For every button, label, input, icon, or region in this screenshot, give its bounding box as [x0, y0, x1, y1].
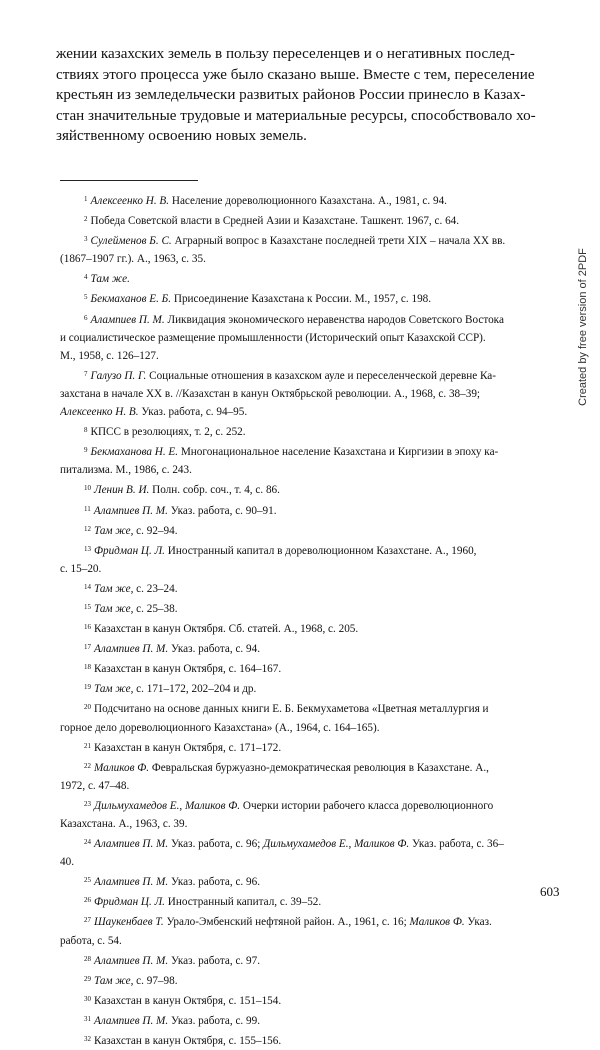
footnote-number: 32: [84, 1035, 91, 1044]
footnote-author: Бекмаханова Н. Е.: [90, 446, 179, 459]
footnote-text: с. 92–94.: [133, 524, 178, 537]
footnote: [60, 698, 568, 736]
footnote-author: Маликов Ф.: [94, 761, 150, 774]
footnote-text: Урало-Эмбенский нефтяной район. А., 1961, с. 16;: [163, 916, 410, 929]
footnote: [84, 678, 568, 698]
footnote: [60, 833, 568, 871]
footnote-text: Подсчитано на основе данных книги Е. Б. Бекмухаметова «Цветная металлургия и: [94, 703, 489, 716]
footnote-text: с. 97–98.: [133, 974, 178, 987]
footnote-line: [84, 737, 568, 757]
footnote-number: 9: [84, 446, 88, 455]
footnote-author: Сулейменов Б. С.: [90, 235, 172, 248]
footnote: [84, 479, 568, 499]
footnote-text: Аграрный вопрос в Казахстане последней трети XIX – начала XX вв.: [171, 235, 506, 248]
footnote-author: Алампиев П. М.: [90, 313, 165, 326]
footnote-line: [84, 871, 568, 891]
footnote: [60, 230, 568, 268]
footnote-text: с. 171–172, 202–204 и др.: [133, 683, 257, 696]
footnote-number: 14: [84, 582, 91, 591]
footnote-text: питализма. М., 1986, с. 243.: [60, 464, 192, 477]
footnote-line: [84, 698, 568, 718]
footnote-text: Указ. работа, с. 96.: [168, 876, 260, 889]
footnote: [84, 1030, 568, 1050]
footnote-text: Победа Советской власти в Средней Азии и Казахстане. Ташкент. 1967, с. 64.: [90, 215, 460, 228]
footnote-author: Алампиев П. М.: [94, 643, 169, 656]
footnote: [84, 638, 568, 658]
footnote: [84, 737, 568, 757]
footnote-number: 6: [84, 313, 88, 322]
footnote: [84, 578, 568, 598]
footnote-line: [84, 990, 568, 1010]
footnote-number: 27: [84, 916, 91, 925]
footnote-number: 12: [84, 524, 91, 533]
footnote-text: Указ. работа, с. 99.: [168, 1014, 260, 1027]
footnote-author: Там же.: [90, 273, 130, 286]
footnote: [84, 970, 568, 990]
footnote-text: 1972, с. 47–48.: [60, 779, 130, 792]
footnote-line: [84, 833, 568, 853]
footnote-number: 29: [84, 974, 91, 983]
footnote-line: [60, 932, 568, 950]
footnote-line: [84, 210, 568, 230]
footnote-text: захстана в начале XX в. //Казахстан в канун Октябрьской революции. А., 1968, с. 38–39;: [60, 387, 481, 400]
footnote-text: Указ. работа, с. 96;: [168, 838, 264, 851]
footnote-number: 5: [84, 293, 88, 302]
footnote: [60, 309, 568, 365]
footnotes: [60, 190, 568, 1050]
footnote-text: с. 25–38.: [133, 602, 178, 615]
footnote-line: [84, 598, 568, 618]
footnote-number: 17: [84, 643, 91, 652]
footnote-text: Иностранный капитал в дореволюционном Казахстане. А., 1960,: [164, 544, 477, 557]
footnote-author: Шаукенбаев Т.: [94, 916, 164, 929]
footnote-author: Ленин В. И.: [94, 484, 150, 497]
body-line: ствиях этого процесса уже было сказано выше. Вместе с тем, переселение: [56, 66, 535, 83]
footnote-text: Казахстан в канун Октября, с. 164–167.: [94, 663, 282, 676]
footnote-number: 26: [84, 896, 91, 905]
footnote: [84, 1010, 568, 1030]
footnote-text: Ликвидация экономического неравенства народов Советского Востока: [164, 313, 504, 326]
footnote: [84, 891, 568, 911]
footnote: [84, 598, 568, 618]
footnote-author: Дильмухамедов Е., Маликов Ф.: [263, 838, 410, 851]
footnote-line: [60, 719, 568, 737]
footnote-text: Присоединение Казахстана к России. М., 1957, с. 198.: [171, 293, 432, 306]
footnote-text: М., 1958, с. 126–127.: [60, 349, 159, 362]
footnote-author: Алампиев П. М.: [93, 504, 168, 517]
footnote-number: 25: [84, 876, 91, 885]
footnote: [60, 540, 568, 578]
footnote-author: Алампиев П. М.: [94, 838, 169, 851]
footnote-text: Указ. работа, с. 94–95.: [138, 406, 248, 419]
footnote-text: с. 15–20.: [60, 562, 102, 575]
watermark-text: Created by free version of 2PDF: [577, 248, 589, 406]
footnote-line: [84, 578, 568, 598]
footnote-text: Иностранный капитал, с. 39–52.: [164, 896, 322, 909]
footnote-line: [84, 891, 568, 911]
footnote-line: [60, 461, 568, 479]
footnote-text: Казахстана. А., 1963, с. 39.: [60, 818, 188, 830]
footnote-line: [60, 250, 568, 268]
footnote-text: Указ. работа, с. 94.: [168, 643, 260, 656]
footnote-number: 11: [84, 504, 91, 513]
footnote-line: [84, 658, 568, 678]
footnote-line: [84, 288, 568, 308]
footnote: [60, 795, 568, 833]
footnote-number: 3: [84, 235, 88, 244]
footnote-text: с. 23–24.: [133, 582, 178, 595]
footnote-line: [60, 777, 568, 795]
footnote-number: 28: [84, 954, 91, 963]
footnote-text: Полн. собр. соч., т. 4, с. 86.: [149, 484, 280, 497]
footnote: [84, 658, 568, 678]
body-line: стан значительные трудовые и материальные ресурсы, способствовало хо-: [56, 107, 536, 124]
footnote-line: [84, 190, 568, 210]
footnote-text: Многонациональное население Казахстана и Киргизии в эпоху ка-: [178, 446, 499, 459]
footnote: [84, 500, 568, 520]
footnote-divider: [60, 180, 198, 181]
footnote-line: [84, 950, 568, 970]
footnote-number: 7: [84, 369, 88, 378]
watermark: [574, 212, 592, 442]
footnote-line: [60, 815, 568, 833]
footnote: [60, 441, 568, 479]
footnote-line: [84, 795, 568, 815]
footnote-line: [84, 618, 568, 638]
body-line: зяйственному освоению новых земель.: [56, 128, 307, 144]
footnote-line: [84, 757, 568, 777]
footnote: [84, 421, 568, 441]
footnote-author: Маликов Ф.: [409, 916, 465, 929]
footnote-number: 22: [84, 761, 91, 770]
footnote-line: [84, 365, 568, 385]
footnote-author: Там же,: [94, 683, 134, 696]
page-number: 603: [540, 884, 560, 899]
footnote-text: Население дореволюционного Казахстана. А., 1981, с. 94.: [169, 195, 447, 207]
footnote: [60, 365, 568, 421]
footnote-line: [60, 329, 568, 347]
footnote-number: 21: [84, 741, 91, 750]
footnote-author: Алампиев П. М.: [94, 954, 169, 967]
footnote-text: КПСС в резолюциях, т. 2, с. 252.: [90, 426, 246, 439]
footnote-number: 18: [84, 663, 91, 672]
footnote-author: Там же,: [94, 974, 134, 987]
footnote: [84, 950, 568, 970]
footnote-text: Социальные отношения в казахском ауле и переселенческой деревне Ка-: [146, 369, 496, 382]
footnote-line: [84, 230, 568, 250]
footnote: [84, 990, 568, 1010]
footnote-author: Там же,: [94, 582, 134, 595]
footnote-number: 23: [84, 799, 91, 808]
footnote-line: [60, 385, 568, 403]
footnote-text: Очерки истории рабочего класса дореволюционного: [240, 799, 494, 812]
footnote-text: и социалистическое размещение промышленности (Исторический опыт Казахской ССР).: [60, 331, 486, 344]
footnote-text: работа, с. 54.: [60, 934, 122, 947]
footnote-author: Алексеенко Н. В.: [90, 195, 170, 207]
footnote-text: (1867–1907 гг.). А., 1963, с. 35.: [60, 253, 206, 266]
footnote-line: [84, 309, 568, 329]
footnote-text: Указ. работа, с. 90–91.: [167, 504, 277, 517]
footnote: [84, 288, 568, 308]
footnote: [84, 520, 568, 540]
body-text: [56, 44, 564, 147]
footnote-author: Фридман Ц. Л.: [94, 896, 165, 909]
footnote-line: [84, 479, 568, 499]
footnote-text: Казахстан в канун Октября, с. 155–156.: [94, 1035, 282, 1048]
footnote-number: 13: [84, 544, 91, 553]
footnote-number: 31: [84, 1014, 91, 1023]
footnote-author: Алампиев П. М.: [94, 1014, 169, 1027]
footnote-line: [84, 678, 568, 698]
footnote-number: 20: [84, 703, 91, 712]
footnote-text: Указ. работа, с. 36–: [409, 838, 504, 851]
footnote-number: 16: [84, 623, 91, 632]
footnote-text: горное дело дореволюционного Казахстана» (А., 1964, с. 164–165).: [60, 721, 380, 734]
footnote-author: Дильмухамедов Е., Маликов Ф.: [94, 799, 241, 812]
footnote-number: 8: [84, 426, 88, 435]
footnote-text: Указ.: [464, 916, 492, 929]
footnote-line: [60, 560, 568, 578]
footnote-line: [84, 520, 568, 540]
footnote: [84, 190, 568, 210]
footnote-line: [60, 403, 568, 421]
footnote: [84, 268, 568, 288]
footnote-author: Алампиев П. М.: [94, 876, 169, 889]
footnote-number: 30: [84, 994, 91, 1003]
footnote-line: [60, 853, 568, 871]
footnote-number: 24: [84, 838, 91, 847]
footnote-text: Указ. работа, с. 97.: [168, 954, 260, 967]
footnote-text: Февральская буржуазно-демократическая революция в Казахстане. А.,: [149, 761, 489, 774]
footnote-author: Алексеенко Н. В.: [60, 406, 139, 419]
footnote: [84, 871, 568, 891]
footnote-line: [84, 970, 568, 990]
footnote-number: 10: [84, 484, 91, 493]
footnote-line: [84, 1030, 568, 1050]
footnote-number: 4: [84, 273, 88, 282]
footnote-number: 19: [84, 683, 91, 692]
body-line: крестьян из земледельчески развитых районов России принесло в Казах-: [56, 87, 526, 103]
footnote-line: [84, 421, 568, 441]
footnote-line: [60, 347, 568, 365]
footnote: [60, 757, 568, 795]
footnote-text: 40.: [60, 856, 74, 869]
footnote-line: [84, 911, 568, 931]
body-line: жении казахских земель в пользу переселенцев и о негативных послед-: [56, 46, 515, 62]
footnote-number: 2: [84, 215, 88, 224]
footnote-line: [84, 638, 568, 658]
footnote-number: 15: [84, 602, 91, 611]
footnote-author: Там же,: [94, 524, 134, 537]
footnote-author: Там же,: [94, 602, 134, 615]
footnote-line: [84, 1010, 568, 1030]
footnote-line: [84, 540, 568, 560]
footnote: [84, 618, 568, 638]
footnote-text: Казахстан в канун Октября, с. 151–154.: [94, 994, 282, 1007]
footnote-line: [84, 268, 568, 288]
footnote-author: Фридман Ц. Л.: [94, 544, 165, 557]
footnote-author: Бекмаханов Е. Б.: [90, 293, 172, 306]
footnote-line: [84, 441, 568, 461]
footnote-number: 1: [84, 195, 88, 203]
footnote-text: Казахстан в канун Октября, с. 171–172.: [94, 741, 282, 754]
footnote-line: [84, 500, 568, 520]
footnote-text: Казахстан в канун Октября. Сб. статей. А., 1968, с. 205.: [94, 623, 359, 636]
footnote-author: Галузо П. Г.: [90, 369, 147, 382]
footnote: [84, 210, 568, 230]
